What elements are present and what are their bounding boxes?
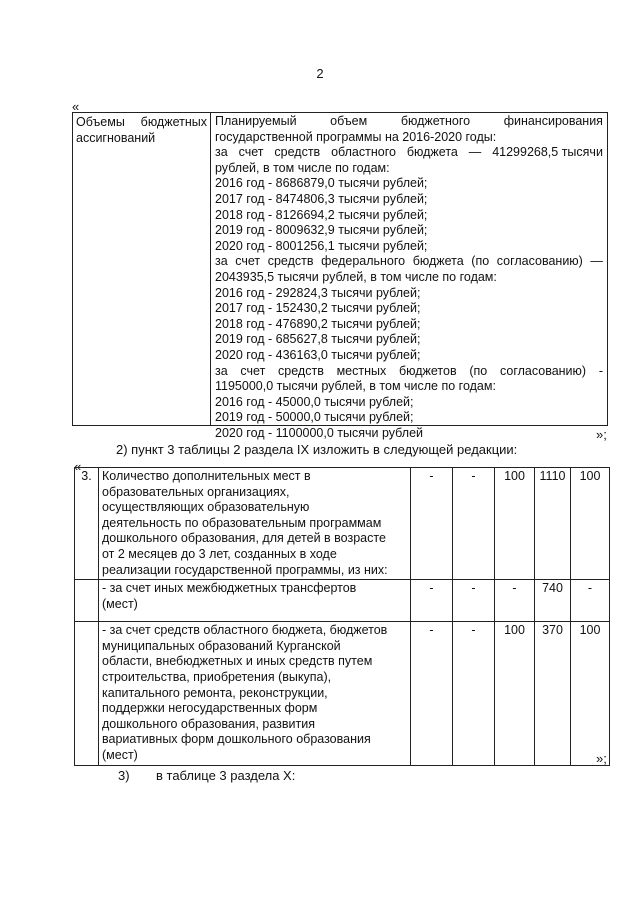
budget-allocations-label-cell <box>73 113 211 425</box>
indicator-text: - за счет иных межбюджетных трансфертов (мест) <box>99 580 411 622</box>
budget-allocations-text-cell <box>211 113 607 440</box>
indicator-text: - за счет средств областного бюджета, бюджетов муниципальных образований Курганской области, внебюджетных и иных средств путем строительства, приобретения (выкупа), капитального ремонта, реконструкции, поддержки негосударственных форм дошкольного образования, развития вариативных форм дошкольного образования (мест) <box>99 622 411 765</box>
table-row <box>75 468 610 580</box>
value-cell: 100 <box>495 468 535 580</box>
regional-line: 2018 год - 8126694,2 тысячи рублей; <box>215 207 428 222</box>
planned-volume-line: Планируемый объем бюджетного финансирования <box>215 114 603 128</box>
value-cell: - <box>453 580 495 622</box>
local-budget-line: за счет средств местных бюджетов (по согласованию) - <box>215 363 603 378</box>
value-cell: - <box>411 622 453 765</box>
open-quote: « <box>74 459 82 474</box>
row-number: 3. <box>75 468 99 580</box>
value-cell: - <box>571 580 610 622</box>
local-line: 2019 год - 50000,0 тысячи рублей; <box>215 410 414 425</box>
federal-line: 2016 год - 292824,3 тысячи рублей; <box>215 285 421 300</box>
value-cell: 100 <box>571 622 610 765</box>
value-cell: - <box>495 580 535 622</box>
regional-line: 2020 год - 8001256,1 тысячи рублей; <box>215 238 428 253</box>
paragraph-3-text: в таблице 3 раздела X: <box>156 768 296 783</box>
regional-line: 2016 год - 8686879,0 тысячи рублей; <box>215 176 428 191</box>
value-cell: 100 <box>495 622 535 765</box>
budget-allocations-label-line: Объемы бюджетных <box>76 115 207 129</box>
federal-budget-line: за счет средств федерального бюджета (по согласованию) — <box>215 254 603 269</box>
table-row <box>75 622 610 765</box>
regional-budget-line: за счет средств областного бюджета — 41299268,5 тысячи <box>215 145 603 160</box>
row-number-empty <box>75 622 99 765</box>
value-cell: 370 <box>535 622 571 765</box>
close-quote: »; <box>596 427 607 442</box>
budget-allocations-table <box>72 112 608 440</box>
regional-line: рублей, в том числе по годам: <box>215 160 390 175</box>
local-line: 1195000,0 тысячи рублей, в том числе по годам: <box>215 379 496 394</box>
value-cell: - <box>453 622 495 765</box>
regional-line: 2019 год - 8009632,9 тысячи рублей; <box>215 223 428 238</box>
value-cell: 100 <box>571 468 610 580</box>
value-cell: 1110 <box>535 468 571 580</box>
federal-line: 2020 год - 436163,0 тысячи рублей; <box>215 347 421 362</box>
local-line: 2020 год - 1100000,0 тысячи рублей <box>215 425 424 440</box>
federal-line: 2017 год - 152430,2 тысячи рублей; <box>215 301 421 316</box>
value-cell: - <box>411 580 453 622</box>
local-line: 2016 год - 45000,0 тысячи рублей; <box>215 394 414 409</box>
value-cell: - <box>453 468 495 580</box>
regional-line: 2017 год - 8474806,3 тысячи рублей; <box>215 191 428 206</box>
federal-line: 2043935,5 тысячи рублей, в том числе по годам: <box>215 269 497 284</box>
paragraph-3-number: 3) <box>118 768 130 783</box>
row-number-empty <box>75 580 99 622</box>
budget-allocations-label: ассигнований <box>76 131 156 145</box>
paragraph-2: 2) пункт 3 таблицы 2 раздела IX изложить в следующей редакции: <box>116 442 518 457</box>
federal-line: 2019 год - 685627,8 тысячи рублей; <box>215 332 421 347</box>
federal-line: 2018 год - 476890,2 тысячи рублей; <box>215 316 421 331</box>
value-cell: - <box>411 468 453 580</box>
indicators-table <box>74 467 610 766</box>
open-quote: « <box>72 99 80 114</box>
table-row <box>75 580 610 622</box>
value-cell: 740 <box>535 580 571 622</box>
close-quote: »; <box>596 751 607 766</box>
indicator-text: Количество дополнительных мест в образовательных организациях, осуществляющих образовательную деятельность по образовательным программам дошкольного образования, для детей в возрасте от 2 месяцев до 3 лет, созданных в ходе реализации государственной программы, из них: <box>99 468 411 580</box>
page-number: 2 <box>316 66 324 81</box>
program-line: государственной программы на 2016-2020 годы: <box>215 129 497 144</box>
